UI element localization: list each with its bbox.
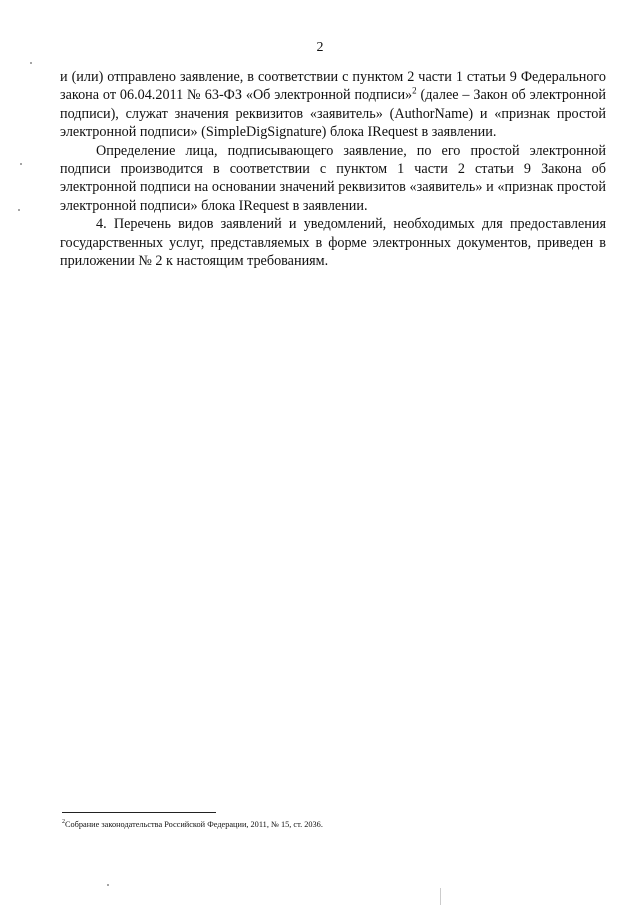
scan-edge-line [440,888,441,905]
footnote-marker: 2 [62,819,65,826]
footnote [62,819,602,830]
paragraph-1-text: и (или) отправлено заявление, в соответствии с пунктом 2 части 1 статьи 9 Федерального закона от 06.04.2011 № 63-ФЗ «Об электронной подписи» [60,69,606,104]
paragraph-2: Определение лица, подписывающего заявление, по его простой электронной подписи производится в соответствии с пунктом 1 части 2 статьи 9 Закона об электронной подписи на основании значений реквизитов «заявитель» и «признак простой электронной подписи» блока IRequest в заявлении. [60,142,606,214]
footnote-separator [62,812,216,813]
paragraph-1-continuation: (далее – Закон об электронной подписи), служат значения реквизитов «заявитель» (AuthorName) и «признак простой электронной подписи» (SimpleDigSignature) блока IRequest в заявлении. [60,87,606,141]
document-body [60,68,606,270]
scan-speck [107,884,109,886]
scan-speck [30,62,32,64]
page-number: 2 [316,40,324,55]
footnote-reference: 2 [412,85,417,96]
scan-speck [20,163,22,165]
scan-speck [18,209,20,211]
paragraph-1 [60,68,606,142]
paragraph-3-item-4: 4. Перечень видов заявлений и уведомлений, необходимых для предоставления государственных услуг, представляемых в форме электронных документов, приведен в приложении № 2 к настоящим требованиям. [60,216,606,270]
footnote-text: Собрание законодательства Российской Федерации, 2011, № 15, ст. 2036. [65,820,323,829]
